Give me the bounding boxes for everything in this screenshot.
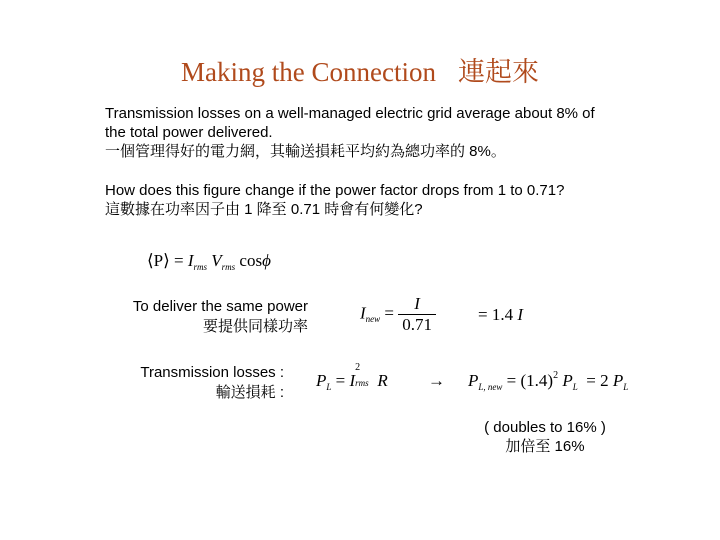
deliver-same-power-label: To deliver the same power 要提供同樣功率 xyxy=(132,298,308,335)
doubling-note: ( doubles to 16% ) 加倍至 16% xyxy=(484,419,606,455)
intro-paragraph xyxy=(105,104,595,161)
question-paragraph xyxy=(105,181,564,219)
title-english: Making the Connection xyxy=(181,57,436,87)
new-current-equation: $I_{new}$ = $\frac{I}{0.71}$ xyxy=(360,294,436,335)
implies-arrow: → xyxy=(428,371,445,390)
average-power-equation: ⟨P⟩ = $I_{rms}$ $V_{rms}$ cosϕ xyxy=(147,251,271,272)
current-result: = 1.4 I xyxy=(478,305,524,324)
transmission-losses-label: Transmission losses : 輸送損耗 : xyxy=(140,364,284,401)
new-loss-equation: $P_{L, new} = (1.4)^2$ $P_L = 2$ $P_L$ xyxy=(468,370,629,392)
current-fraction: $\frac{I}{0.71}$ xyxy=(398,294,436,335)
intro-line-2: the total power delivered. xyxy=(105,124,273,141)
intro-line-1: Transmission losses on a well-managed electric grid average about 8% of xyxy=(105,105,595,122)
question-line-2: 這數據在功率因子由 1 降至 0.71 時會有何變化? xyxy=(105,201,423,218)
page-title xyxy=(0,50,720,89)
intro-line-3: 一個管理得好的電力網，其輸送損耗平均約為總功率的 8%。 xyxy=(105,143,506,160)
loss-equation: $P_L = I$ 2 rms R xyxy=(316,362,388,392)
question-line-1: How does this figure change if the power factor drops from 1 to 0.71? xyxy=(105,182,565,199)
title-chinese: 連起來 xyxy=(457,57,539,87)
